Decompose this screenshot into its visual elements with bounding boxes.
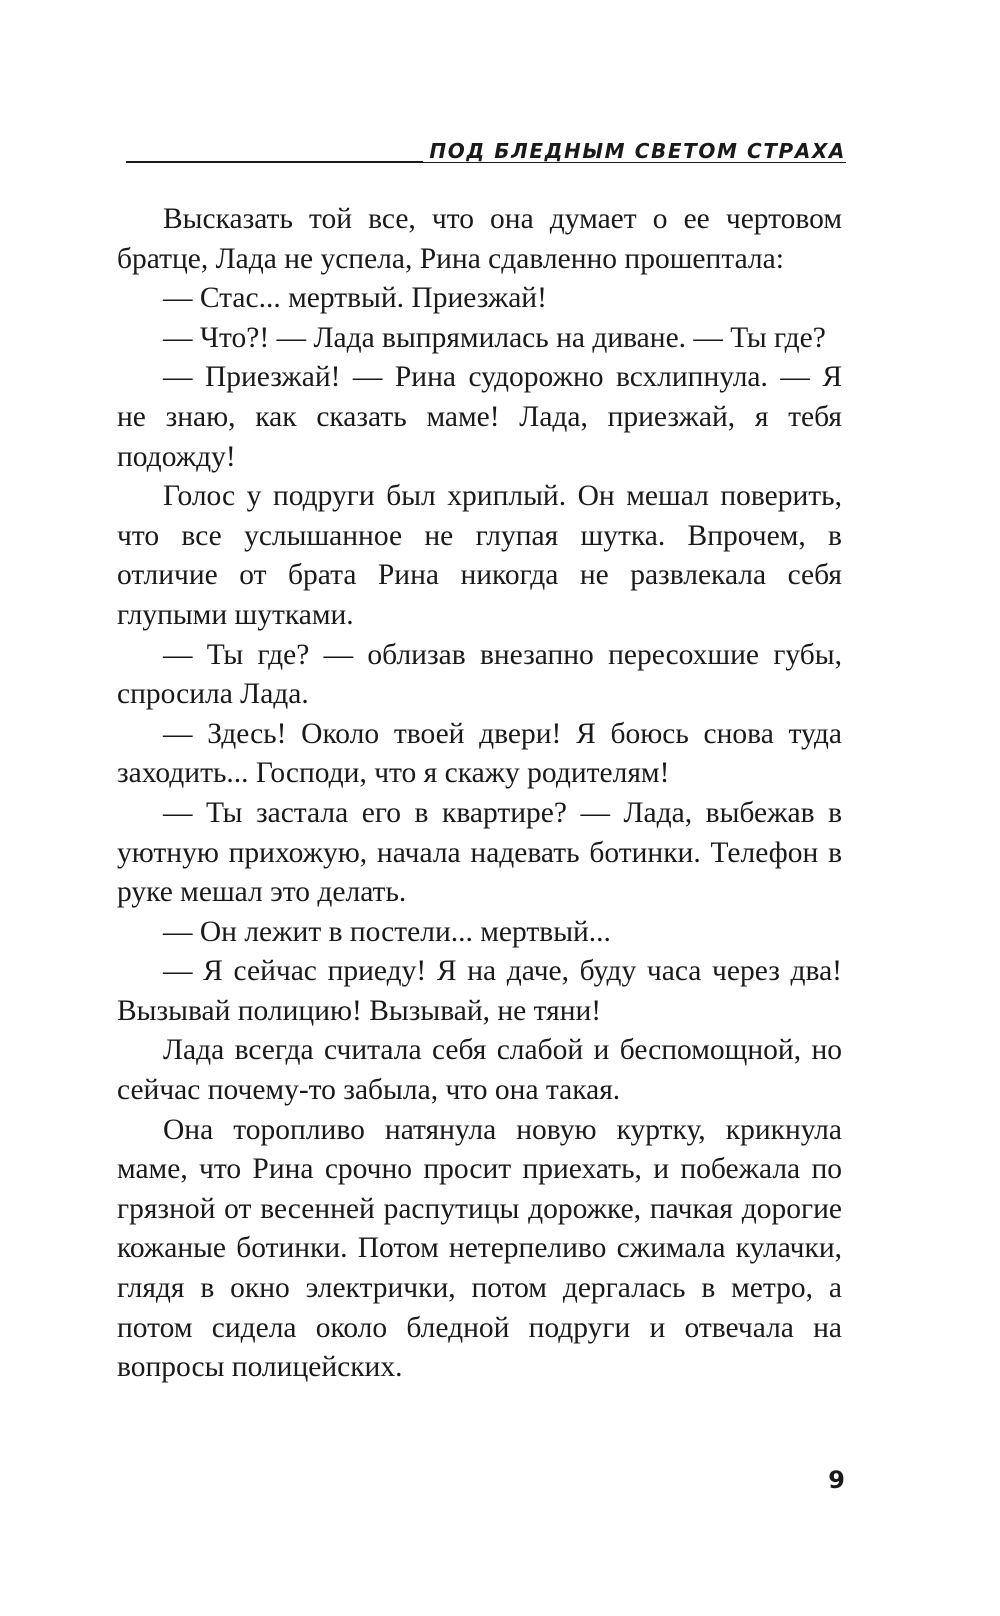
body-text — [117, 200, 842, 1388]
running-header-title: ПОД БЛЕДНЫМ СВЕТОМ СТРАХА — [423, 140, 846, 162]
paragraph: Она торопливо натянула новую куртку, крикнула маме, что Рина срочно просит приехать, и побежала по грязной от весенней распутицы дорожке, пачкая дорогие кожаные ботинки. Потом нетерпеливо сжимала кулачки, глядя в окно электрички, потом дергалась в метро, а потом сидела около бледной подруги и отвечала на вопросы полицейских. — [117, 1113, 842, 1384]
paragraph: — Стас... мертвый. Приезжай! — [163, 282, 547, 315]
paragraph: Лада всегда считала себя слабой и беспомощной, но сейчас почему-то забыла, что она такая. — [117, 1034, 842, 1107]
paragraph: — Приезжай! — Рина судорожно всхлипнула. — Я не знаю, как сказать маме! Лада, приезжай, я тебя подожду! — [117, 361, 842, 473]
paragraph: — Здесь! Около твоей двери! Я боюсь снова туда заходить... Господи, что я скажу родителям! — [117, 717, 842, 790]
paragraph: — Я сейчас приеду! Я на даче, буду часа через два! Вызывай полицию! Вызывай, не тяни! — [117, 955, 842, 1027]
running-header — [126, 138, 846, 168]
paragraph: Голос у подруги был хриплый. Он мешал поверить, что все услышанное не глупая шутка. Впрочем, в отличие от брата Рина никогда не развлекала себя глупыми шутками. — [117, 480, 842, 631]
paragraph: Высказать той все, что она думает о ее чертовом братце, Лада не успела, Рина сдавленно прошептала: — [117, 203, 842, 275]
page-number: 9 — [828, 1466, 845, 1494]
paragraph: — Он лежит в постели... мертвый... — [163, 915, 611, 948]
paragraph: — Ты где? — облизав внезапно пересохшие губы, спросила Лада. — [117, 638, 842, 711]
paragraph: — Ты застала его в квартире? — Лада, выбежав в уютную прихожую, начала надевать ботинки. Телефон в руке мешал это делать. — [117, 796, 842, 909]
paragraph: — Что?! — Лада выпрямилась на диване. — Ты где? — [163, 321, 826, 354]
